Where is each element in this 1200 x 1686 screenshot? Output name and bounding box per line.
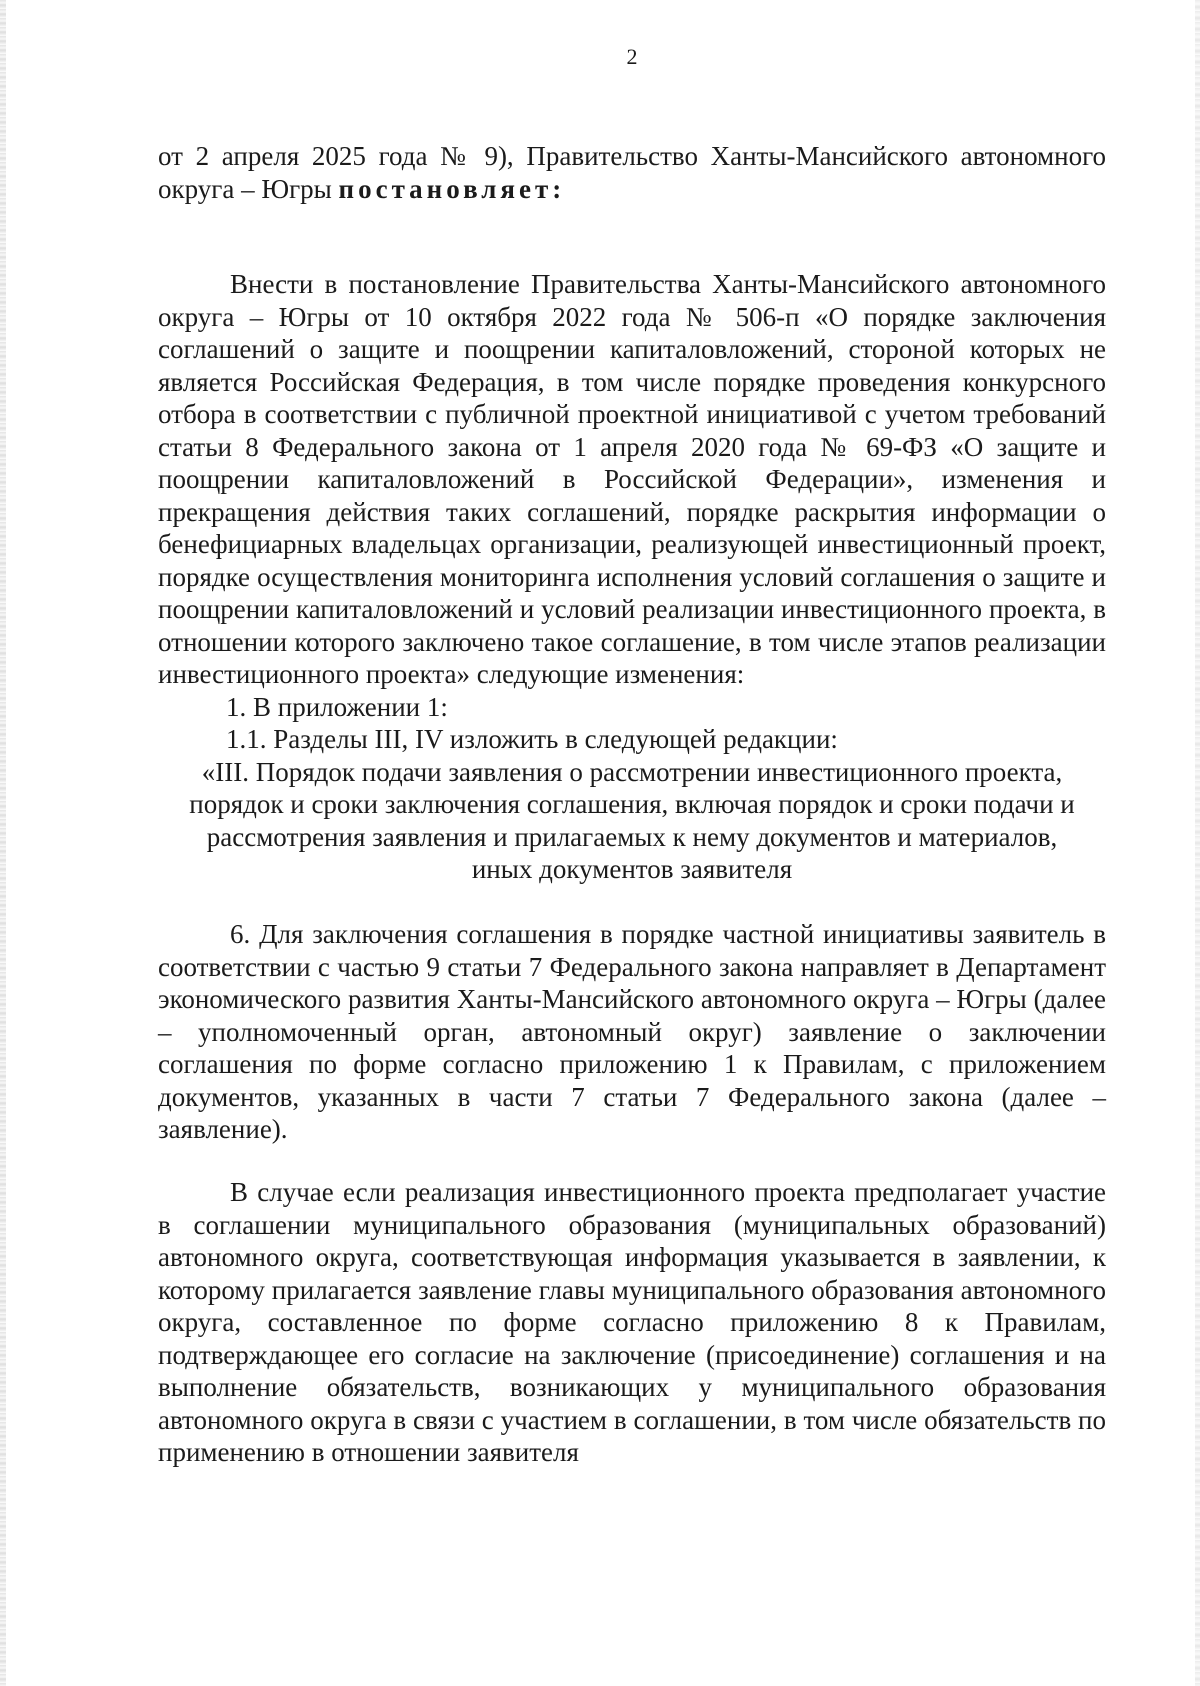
page-number: 2 xyxy=(626,44,638,69)
section-heading-line: иных документов заявителя xyxy=(471,854,793,884)
paragraph-6: 6. Для заключения соглашения в порядке частной инициативы заявитель в соответствии с частью 9 статьи 7 Федерального закона направляет в Департамент экономического развития Ханты-Мансийского автономного округа – Югры (далее – уполномоченный орган, автономный округ) заявление о заключении соглашения по форме согласно приложению 1 к Правилам, с приложением документов, указанных в части 7 статьи 7 Федерального закона (далее – заявление). xyxy=(158,919,1106,1144)
resolution-word: постановляет: xyxy=(338,173,566,204)
section-heading-line: «III. Порядок подачи заявления о рассмотрении инвестиционного проекта, xyxy=(201,756,1063,787)
item-1-1: 1.1. Разделы III, IV изложить в следующей редакции: xyxy=(226,724,838,754)
amendment-paragraph: Внести в постановление Правительства Ханты-Мансийского автономного округа – Югры от 10 октября 2022 года № 506-п «О порядке заключения соглашений о защите и поощрении капиталовложений, стороной которых не является Российская Федерация, в том числе порядке проведения конкурсного отбора в соответствии с публичной проектной инициативой с учетом требований статьи 8 Федерального закона от 1 апреля 2020 года № 69-ФЗ «О защите и поощрении капиталовложений в Российской Федерации», изменения и прекращения действия таких соглашений, порядке раскрытия информации о бенефициарных владельцах организации, реализующей инвестиционный проект, порядке осуществления мониторинга исполнения условий соглашения о защите и поощрении капиталовложений и условий реализации инвестиционного проекта, в отношении которого заключено такое соглашение, в том числе этапов реализации инвестиционного проекта» следующие изменения: xyxy=(158,269,1106,689)
intro-paragraph xyxy=(158,140,1106,205)
section-heading xyxy=(158,756,1106,886)
paragraph-municipal: В случае если реализация инвестиционного проекта предполагает участие в соглашении муниципального образования (муниципальных образований) автономного округа, соответствующая информация указывается в заявлении, к которому прилагается заявление главы муниципального образования автономного округа, составленное по форме согласно приложению 8 к Правилам, подтверждающее его согласие на заключение (присоединение) соглашения и на выполнение обязательств, возникающих у муниципального образования автономного округа в связи с участием в соглашении, в том числе обязательств по применению в отношении заявителя xyxy=(158,1177,1106,1467)
section-heading-line: рассмотрения заявления и прилагаемых к нему документов и материалов, xyxy=(206,821,1058,852)
intro-text: от 2 апреля 2025 года № 9), Правительство Ханты-Мансийского автономного округа – Югры xyxy=(158,141,1106,204)
amendment-section xyxy=(158,268,1106,886)
item-1: 1. В приложении 1: xyxy=(226,691,448,722)
scan-edge-left xyxy=(0,0,6,1686)
scan-edge-right xyxy=(1195,0,1200,1686)
section-heading-line: порядок и сроки заключения соглашения, включая порядок и сроки подачи и xyxy=(189,789,1075,819)
